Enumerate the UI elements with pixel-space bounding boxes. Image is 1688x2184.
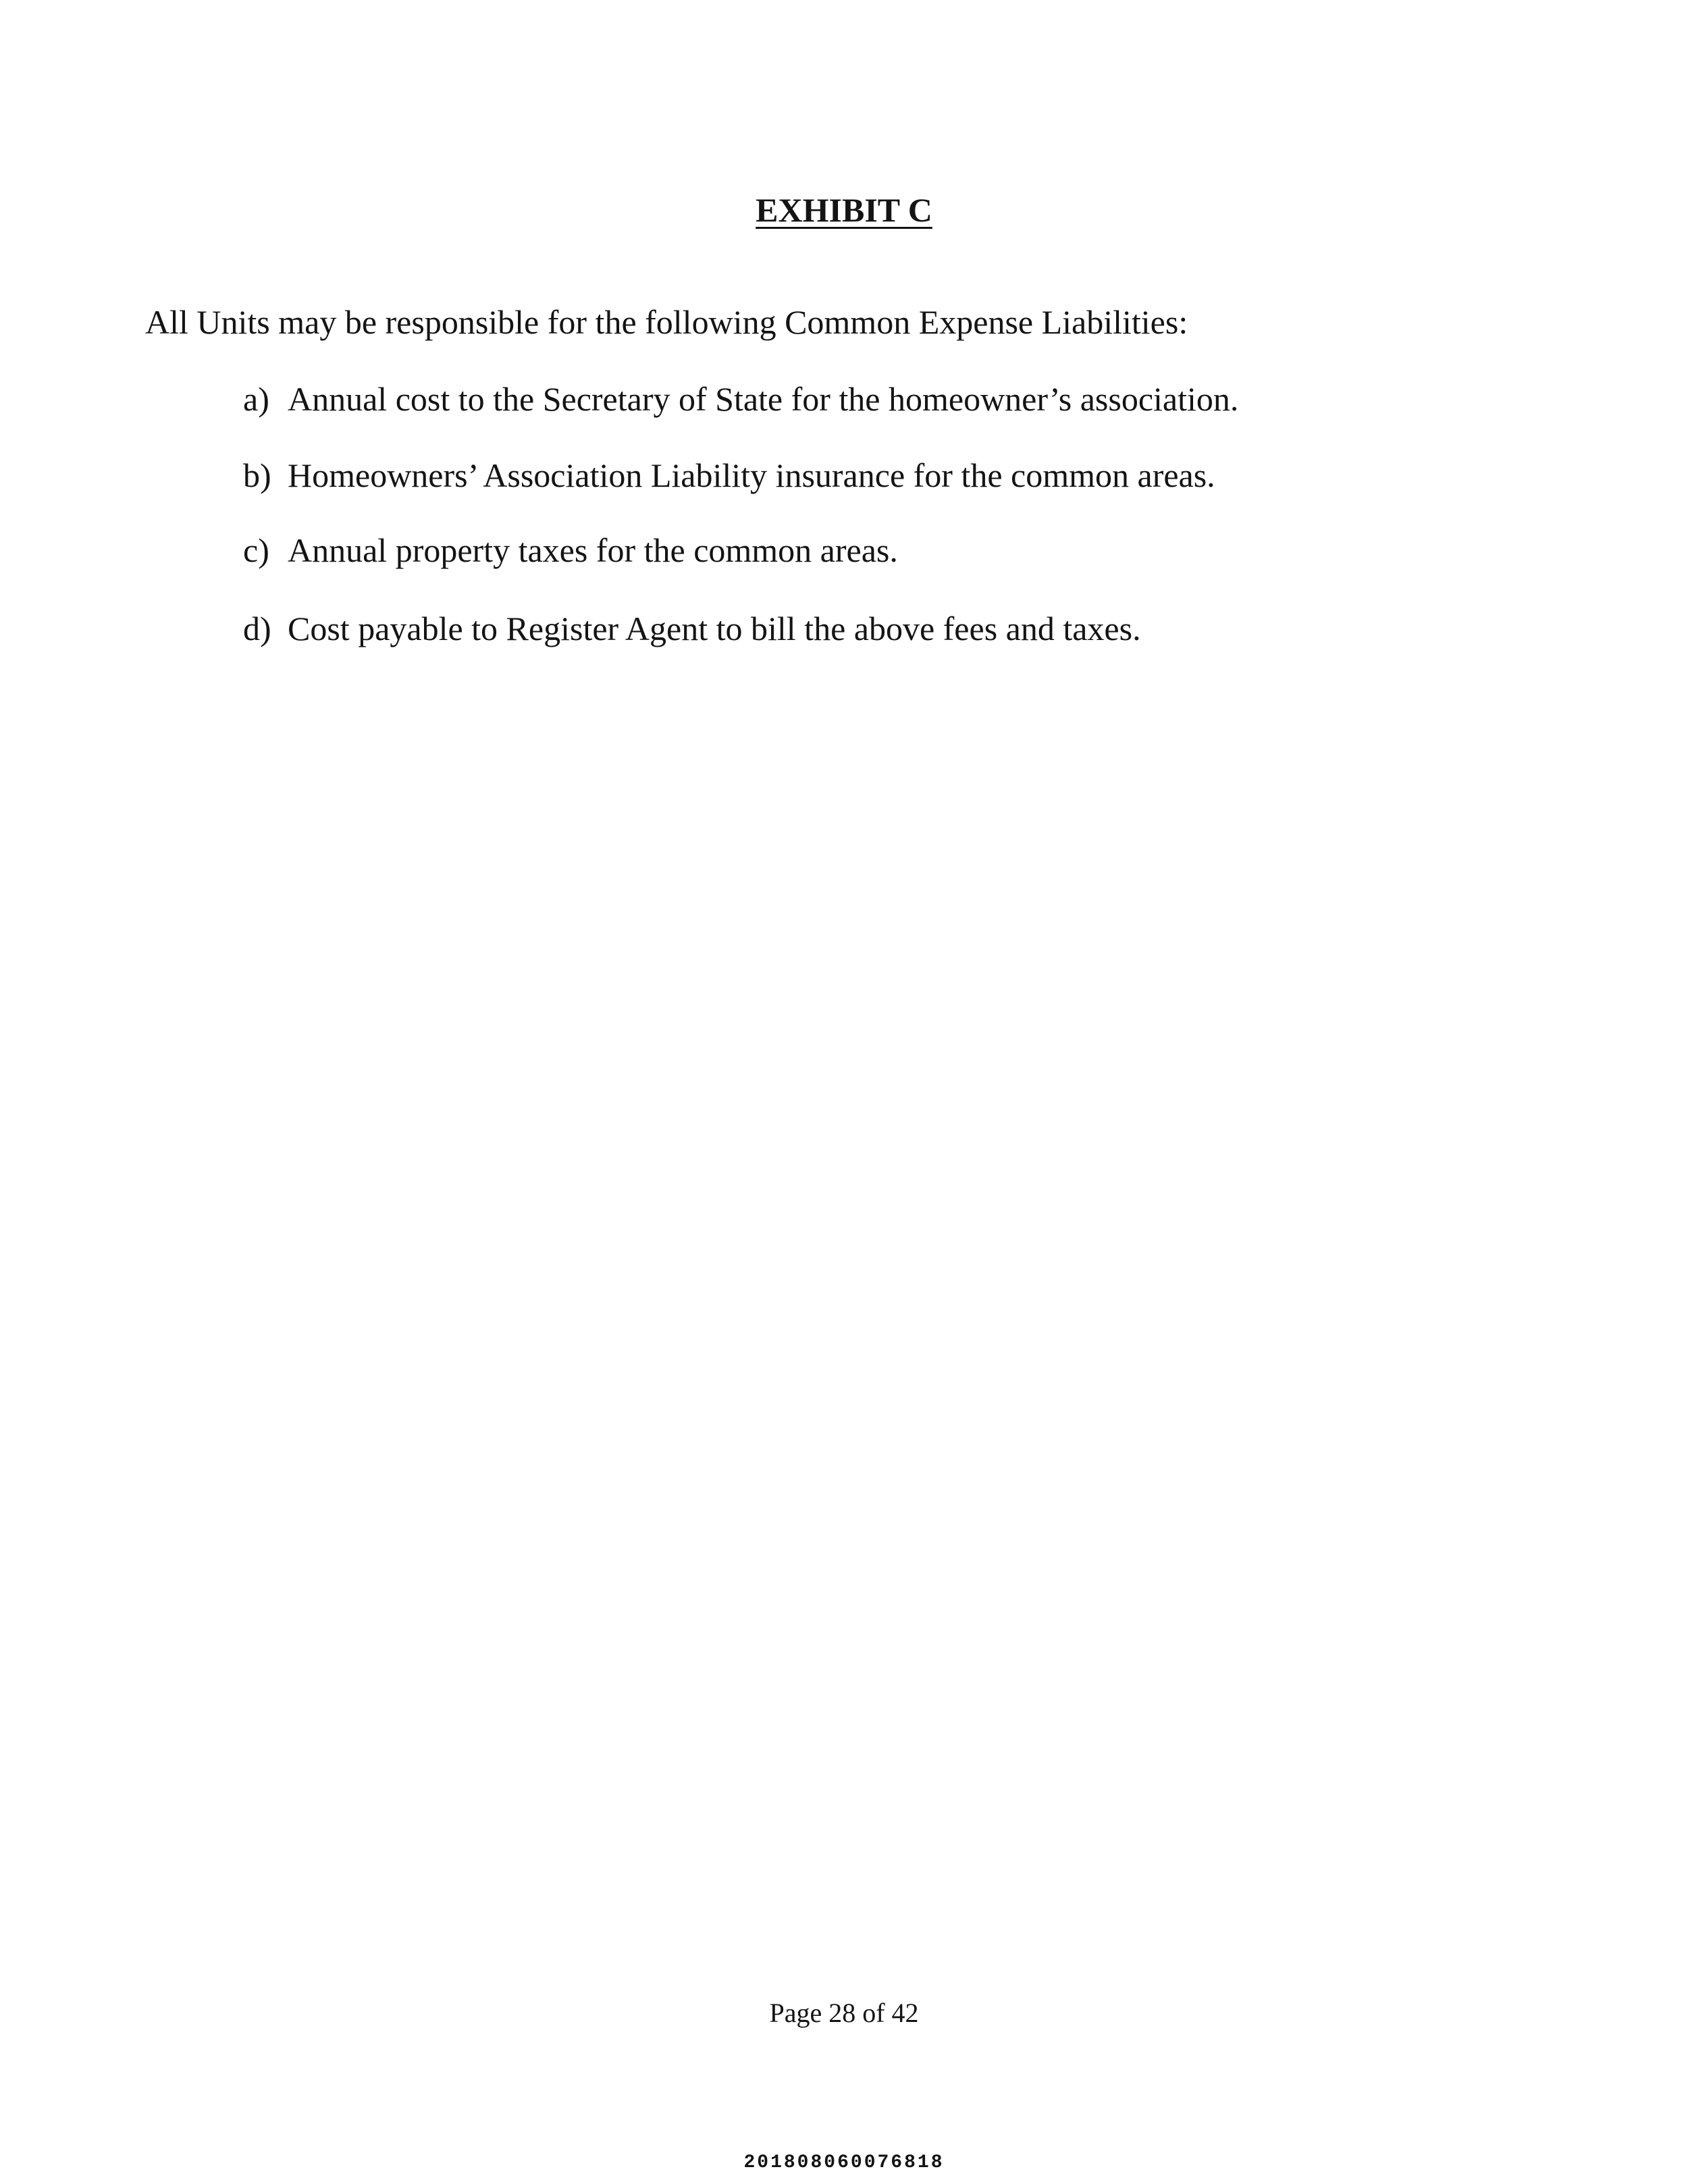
intro-paragraph: All Units may be responsible for the following Common Expense Liabilities: xyxy=(145,303,1188,341)
list-item xyxy=(243,609,1141,648)
document-number: 201808060076818 xyxy=(743,2152,945,2173)
list-item xyxy=(243,531,898,570)
list-item-text: Cost payable to Register Agent to bill the above fees and taxes. xyxy=(288,610,1141,647)
page-number: Page 28 of 42 xyxy=(769,1998,919,2028)
list-item-text: Annual property taxes for the common areas. xyxy=(288,531,898,569)
list-item-marker: b) xyxy=(243,456,271,494)
exhibit-title: EXHIBIT C xyxy=(756,191,932,229)
list-item-marker: d) xyxy=(243,610,271,647)
list-item xyxy=(243,456,1215,495)
list-item-text: Homeowners’ Association Liability insurance for the common areas. xyxy=(288,456,1215,494)
list-item-marker: c) xyxy=(243,531,269,569)
list-item-marker: a) xyxy=(243,380,269,418)
list-item xyxy=(243,379,1238,419)
list-item-text: Annual cost to the Secretary of State for the homeowner’s association. xyxy=(288,380,1239,418)
